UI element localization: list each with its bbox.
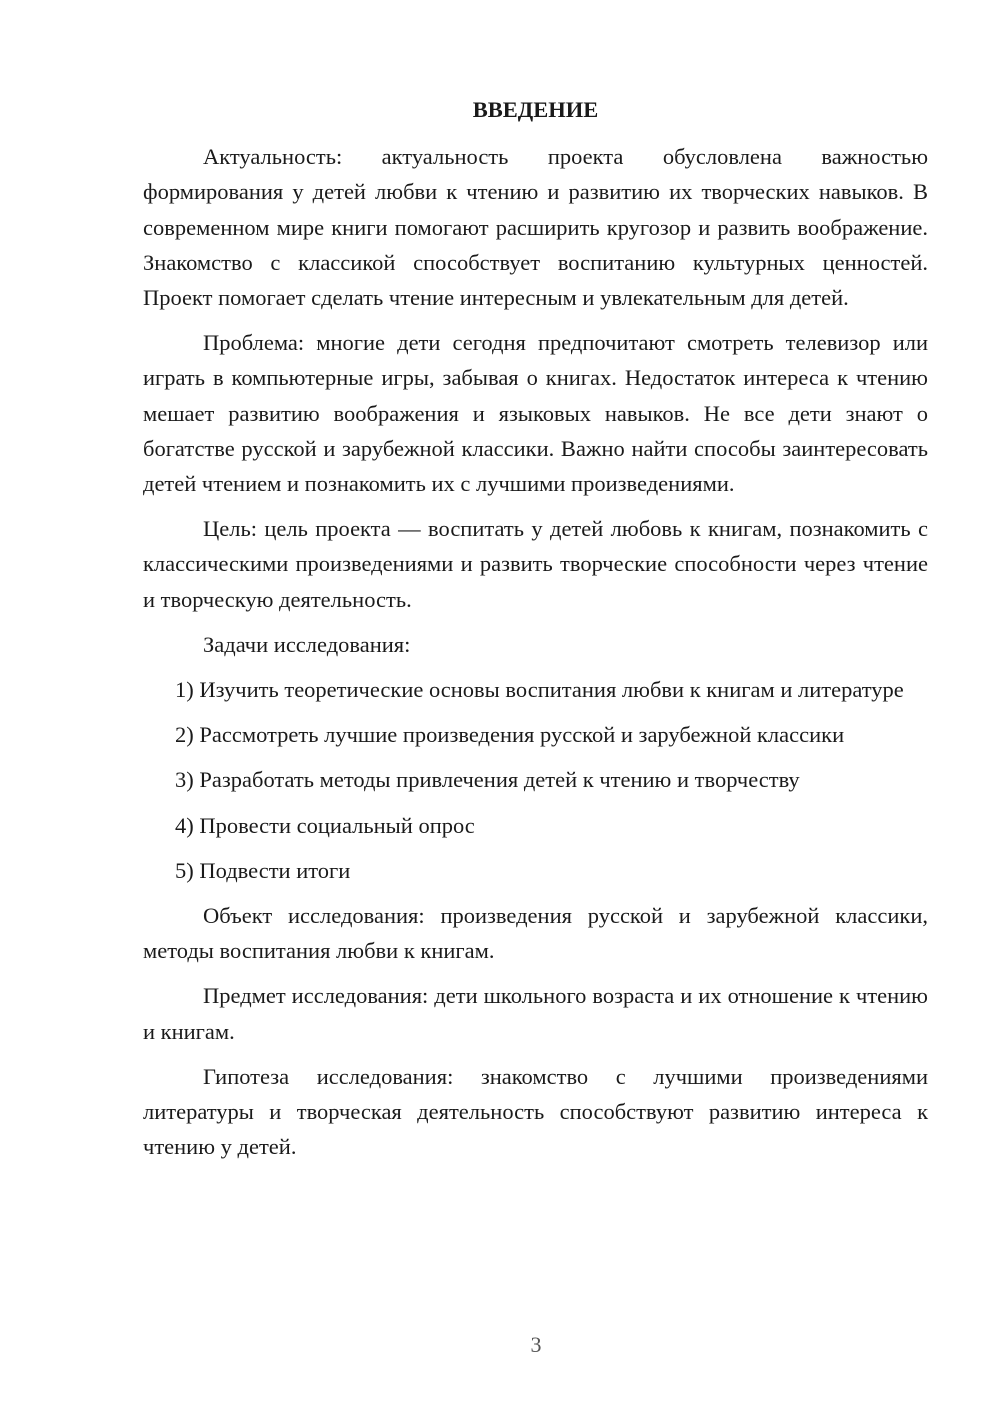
paragraph-hypothesis: Гипотеза исследования: знакомство с лучшими произведениями литературы и творческая деятельность способствуют развитию интереса к чтению у детей.	[143, 1063, 928, 1160]
list-item: 2) Рассмотреть лучшие произведения русской и зарубежной классики	[175, 722, 845, 748]
section-title: ВВЕДЕНИЕ	[472, 97, 599, 122]
page-content	[143, 92, 928, 1174]
list-item: 5) Подвести итоги	[175, 857, 351, 883]
paragraph-subject: Предмет исследования: дети школьного возраста и их отношение к чтению и книгам.	[143, 983, 928, 1044]
paragraph-object: Объект исследования: произведения русской и зарубежной классики, методы воспитания любви к книгам.	[143, 903, 928, 964]
list-item: 1) Изучить теоретические основы воспитания любви к книгам и литературе	[175, 677, 904, 703]
list-item: 4) Провести социальный опрос	[175, 812, 475, 838]
paragraph-relevance: Актуальность: актуальность проекта обусловлена важностью формирования у детей любви к чтению и развитию их творческих навыков. В современном мире книги помогают расширить кругозор и развить воображение. Знакомство с классикой способствует воспитанию культурных ценностей. Проект помогает сделать чтение интересным и увлекательным для детей.	[143, 144, 928, 311]
page-number: 3	[530, 1332, 542, 1357]
list-item: 3) Разработать методы привлечения детей к чтению и творчеству	[175, 767, 800, 793]
paragraph-goal: Цель: цель проекта — воспитать у детей любовь к книгам, познакомить с классическими произведениями и развить творческие способности через чтение и творческую деятельность.	[143, 516, 928, 612]
paragraph-problem: Проблема: многие дети сегодня предпочитают смотреть телевизор или играть в компьютерные игры, забывая о книгах. Недостаток интереса к чтению мешает развитию воображения и языковых навыков. Не все дети знают о богатстве русской и зарубежной классики. Важно найти способы заинтересовать детей чтением и познакомить их с лучшими произведениями.	[143, 330, 928, 497]
tasks-heading: Задачи исследования:	[203, 631, 411, 657]
tasks-list	[143, 672, 928, 888]
